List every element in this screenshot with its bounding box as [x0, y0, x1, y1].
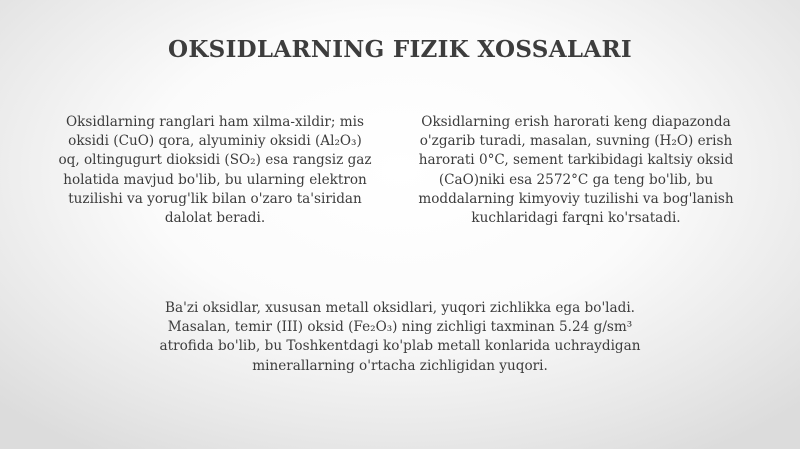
text-line: Masalan, temir (III) oksid (Fe₂O₃) ning zichligi taxminan 5.24 g/sm³ [167, 319, 633, 336]
text-line: minerallarning o'rtacha zichligidan yuqori. [252, 357, 548, 374]
text-line: atrofida bo'lib, bu Toshkentdagi ko'plab metall konlarida uchraydigan [159, 338, 641, 355]
text-line: oksidi (CuO) qora, alyuminiy oksidi (Al₂O₃) [68, 133, 362, 150]
text-line: holatida mavjud bo'lib, bu ularning elektron [63, 171, 367, 188]
text-line: kuchlaridagi farqni ko'rsatadi. [471, 210, 681, 227]
text-line: tuzilishi va yorug'lik bilan o'zaro ta'siridan [68, 190, 362, 207]
text-line: harorati 0°C, sement tarkibidagi kaltsiy oksid [418, 152, 734, 169]
right-text-block [402, 113, 750, 228]
text-line: oq, oltingugurt dioksidi (SO₂) esa rangsiz gaz [58, 152, 372, 169]
bottom-text-block [120, 299, 680, 376]
text-line: moddalarning kimyoviy tuzilishi va bog'lanish [418, 190, 734, 207]
slide-title: OKSIDLARNING FIZIK XOSSALARI [168, 36, 632, 63]
text-line: Ba'zi oksidlar, xususan metall oksidlari, yuqori zichlikka ega bo'ladi. [165, 300, 635, 316]
text-line: o'zgarib turadi, masalan, suvning (H₂O) erish [419, 133, 733, 150]
left-text-block [52, 113, 378, 228]
text-line: Oksidlarning erish harorati keng diapazonda [421, 114, 731, 130]
text-line: Oksidlarning ranglari ham xilma-xildir; mis [66, 114, 364, 130]
text-line: (CaO)niki esa 2572°C ga teng bo'lib, bu [438, 171, 714, 188]
text-line: dalolat beradi. [164, 210, 266, 227]
